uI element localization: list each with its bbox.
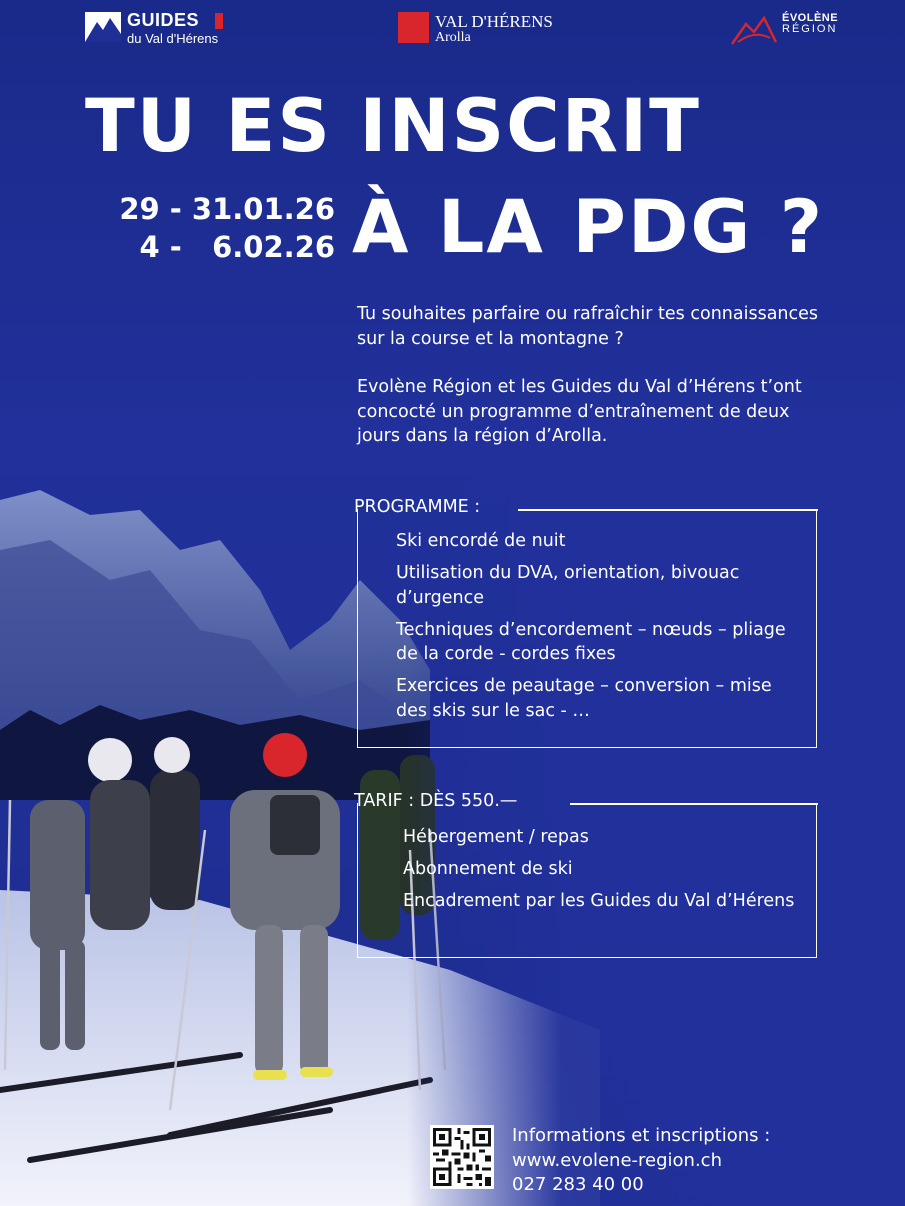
programme-box-line (518, 509, 818, 511)
evolene-logo-name: ÉVOLÈNE (782, 12, 839, 24)
intro-paragraph-2: Evolène Région et les Guides du Val d’Hérens t’ont concocté un programme d’entraînement de deux jours dans la région d’Arolla. (357, 377, 802, 446)
headline-line1: TU ES INSCRIT (85, 84, 701, 169)
crest-icon (398, 12, 429, 43)
intro-paragraph-1: Tu souhaites parfaire ou rafraîchir tes connaissances sur la course et la montagne ? (357, 304, 819, 349)
list-item: Hébergement / repas (403, 827, 589, 847)
list-item: Exercices de peautage – conversion – mise des skis sur le sac - … (396, 676, 772, 721)
programme-title: PROGRAMME : (354, 497, 481, 517)
date-first: 29 - 31.01.26 (119, 192, 335, 226)
tarif-list (403, 825, 813, 921)
val-herens-name: VAL D'HÉRENS (435, 12, 553, 31)
guides-logo (85, 10, 235, 50)
tarif-box-line (570, 803, 818, 805)
val-herens-sub: Arolla (435, 30, 471, 45)
guides-logo-sub: du Val d'Hérens (127, 31, 219, 46)
qr-code-icon[interactable] (430, 1125, 494, 1189)
phone-number[interactable]: 027 283 40 00 (512, 1174, 644, 1195)
tarif-box (354, 791, 817, 958)
intro-text (357, 302, 837, 473)
date-second: 4 - 6.02.26 (139, 230, 335, 264)
evolene-logo (730, 10, 860, 50)
mountain-outline-icon (730, 12, 778, 46)
list-item: Utilisation du DVA, orientation, bivouac d’urgence (396, 563, 740, 608)
event-dates (105, 190, 335, 266)
val-herens-logo (398, 10, 558, 50)
tarif-title: TARIF : DÈS 550.— (354, 791, 518, 811)
flag-icon (215, 13, 223, 29)
list-item: Encadrement par les Guides du Val d’Hérens (403, 891, 795, 911)
mountain-icon (85, 12, 121, 42)
list-item: Techniques d’encordement – nœuds – pliage de la corde - cordes fixes (396, 619, 786, 664)
list-item: Ski encordé de nuit (396, 531, 566, 551)
guides-logo-name: GUIDES (127, 10, 200, 30)
evolene-logo-sub: RÉGION (782, 23, 838, 35)
programme-box (354, 497, 817, 748)
contact-heading: Informations et inscriptions : (512, 1125, 771, 1146)
programme-list (396, 529, 806, 731)
headline-line2: À LA PDG ? (352, 185, 825, 270)
list-item: Abonnement de ski (403, 859, 573, 879)
contact-info (512, 1124, 770, 1198)
website-link[interactable]: www.evolene-region.ch (512, 1149, 722, 1171)
